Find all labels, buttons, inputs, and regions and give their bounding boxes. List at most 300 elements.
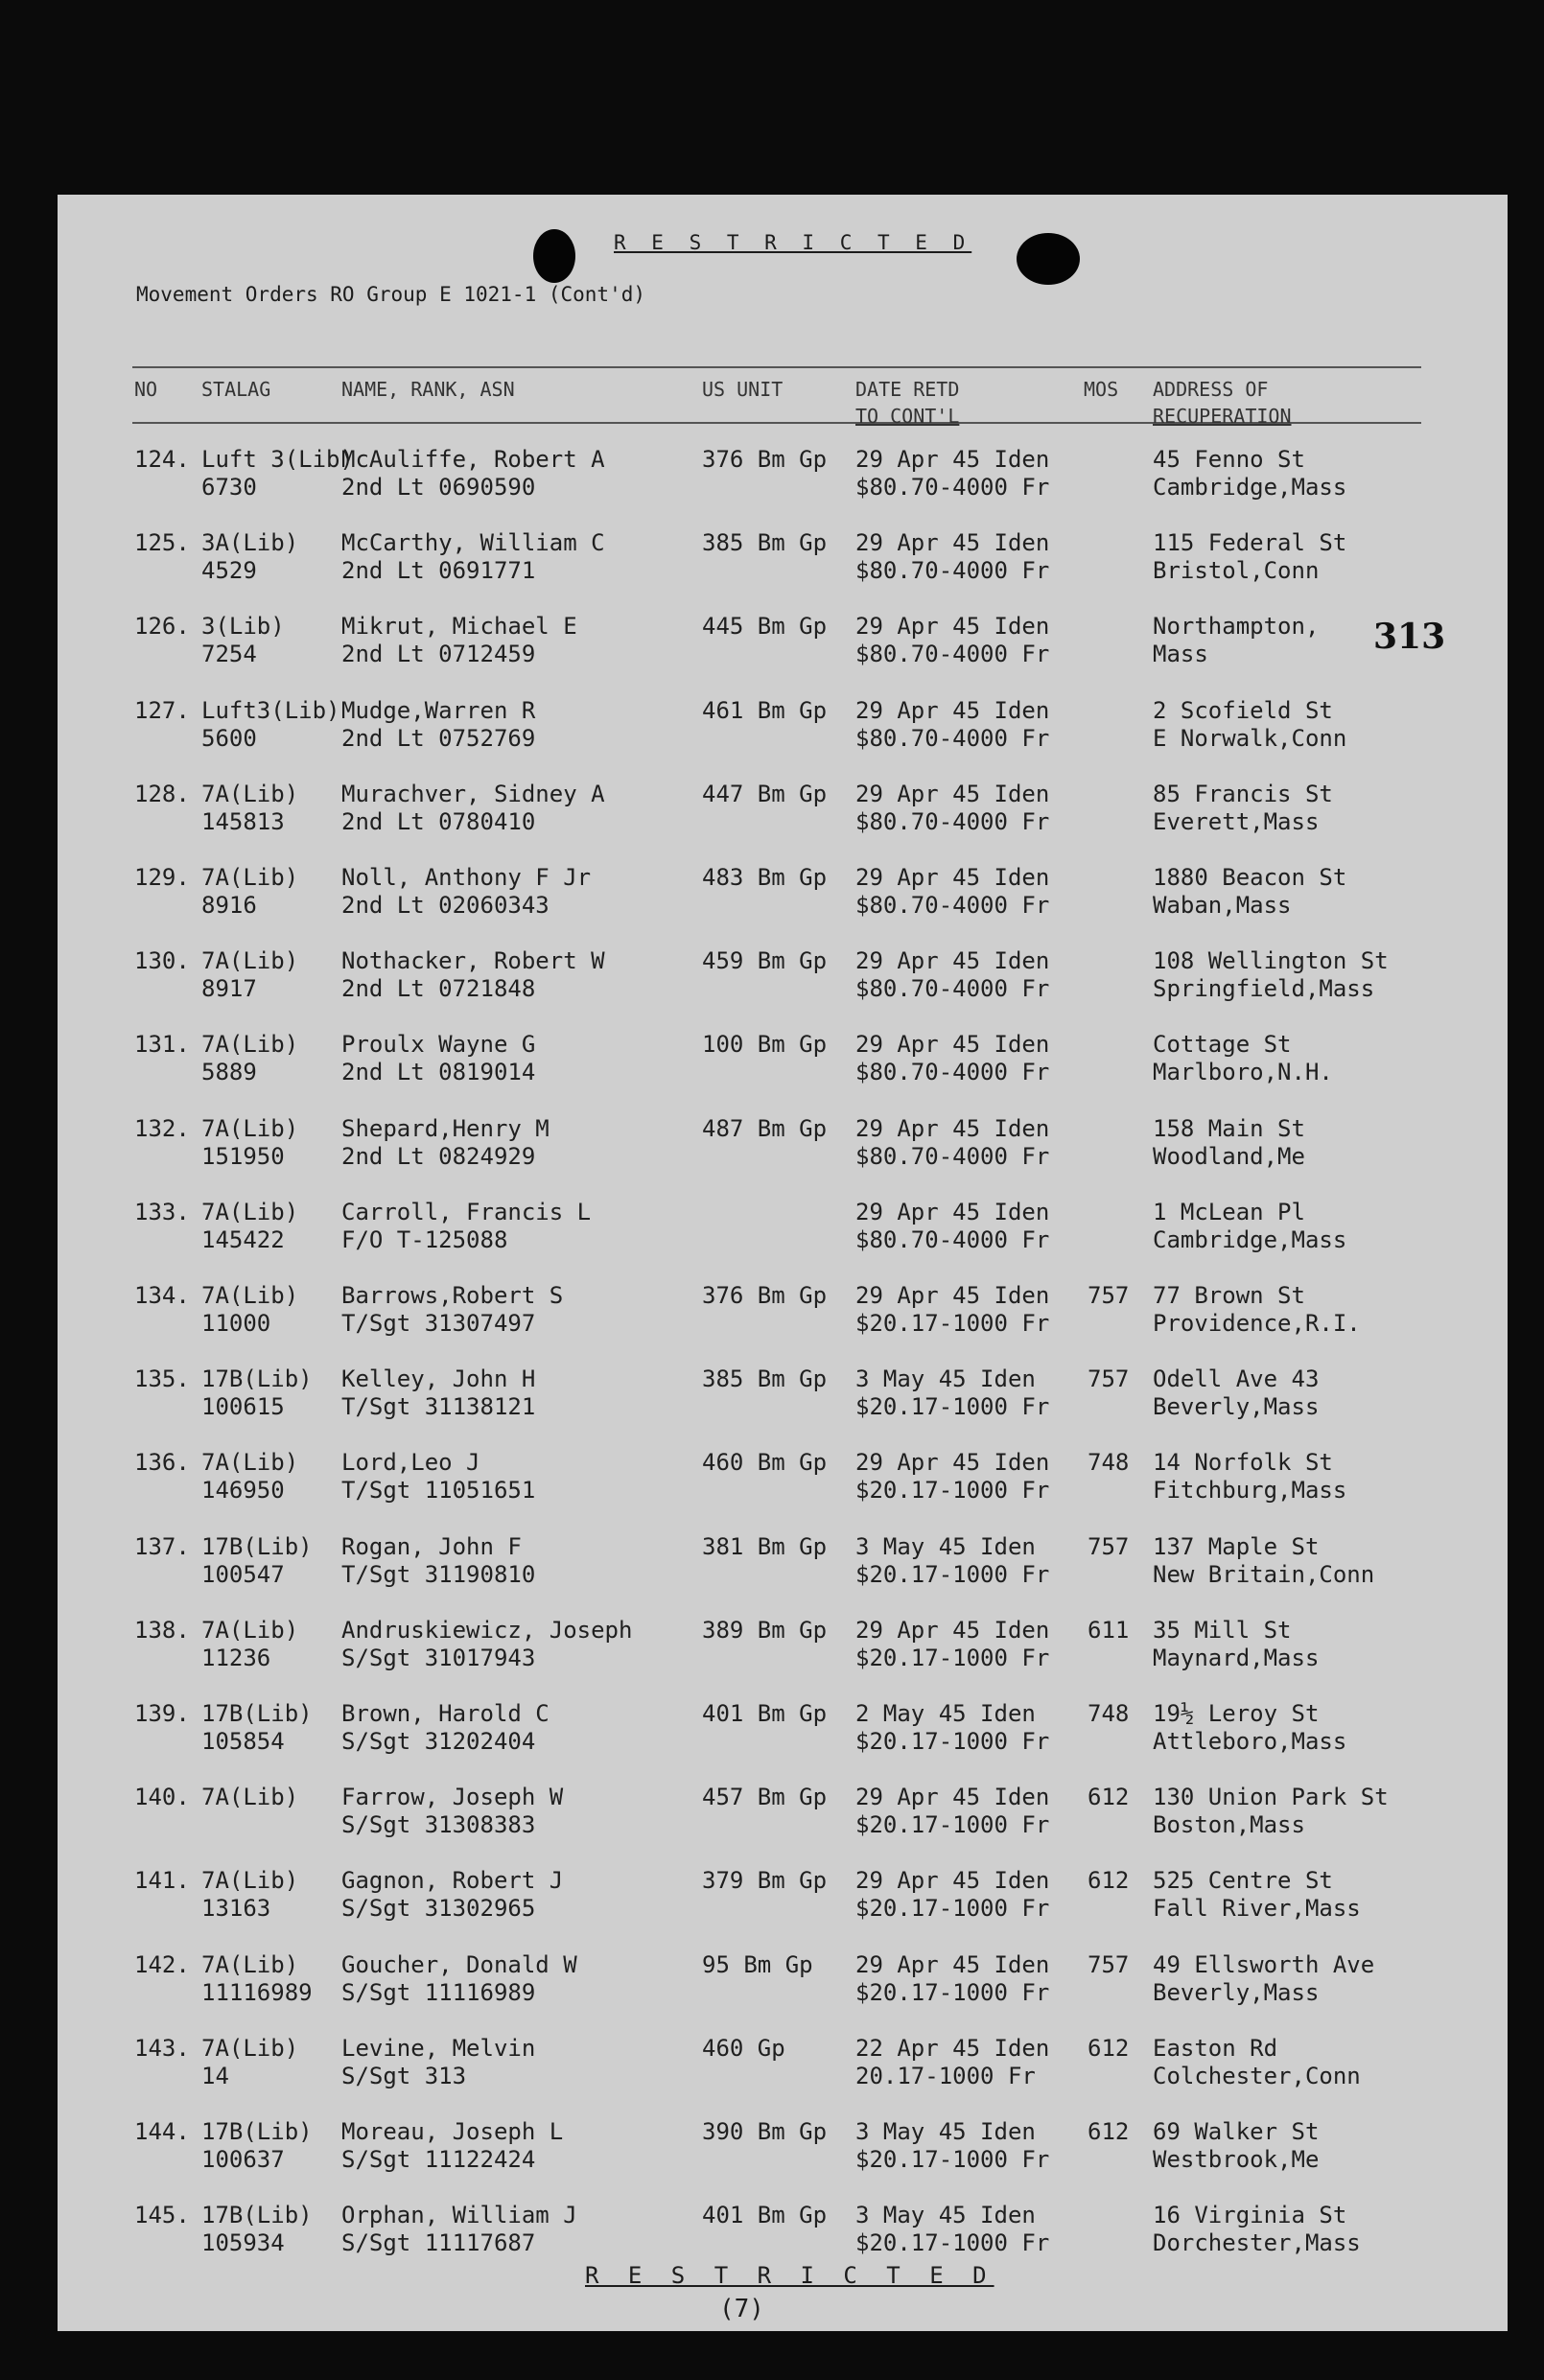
row-stalag [201,2202,313,2257]
col-name: NAME, RANK, ASN [341,378,515,401]
table-row [58,781,1508,863]
row-stalag [201,1533,313,1589]
row-date-line: 29 Apr 45 Iden [855,1031,1050,1059]
restricted-header: R E S T R I C T E D [614,231,972,254]
row-date-line: $80.70-4000 Fr [855,1142,1050,1170]
row-unit [702,1951,813,1979]
row-date [855,2035,1049,2090]
row-address-line: 69 Walker St [1153,2118,1320,2145]
table-row [58,1199,1508,1281]
row-unit [702,446,827,474]
row-number-line: 137. [134,1532,190,1560]
row-name-rank [341,1700,550,1756]
row-number [134,1199,190,1226]
row-stalag-line: Luft 3(Lib) [201,446,354,473]
row-address-line: Westbrook,Me [1153,2146,1320,2173]
row-address-line: Easton Rd [1153,2034,1278,2062]
row-mos [1088,1951,1129,1979]
row-name-rank-line: 2nd Lt 02060343 [341,892,550,919]
row-address [1153,1115,1305,1171]
row-stalag [201,613,285,668]
row-date-line: 29 Apr 45 Iden [855,529,1050,557]
row-name-rank-line: Lord,Leo J [341,1449,480,1477]
row-address-line: Beverly,Mass [1153,1978,1320,2006]
row-mos-line: 612 [1088,1867,1130,1895]
col-date-line2: TO CONT'L [855,405,960,428]
row-name-rank-line: Kelley, John H [341,1365,536,1393]
row-date [855,1365,1049,1421]
row-name-rank [341,529,605,585]
row-name-rank [341,1867,563,1923]
row-address-line: 2 Scofield St [1153,696,1333,724]
row-address [1153,947,1389,1003]
row-address-line: 77 Brown St [1153,1282,1305,1309]
row-date [855,1784,1049,1839]
row-number [134,1951,190,1979]
row-name-rank [341,1282,563,1338]
row-name-rank-line: S/Sgt 31017943 [341,1644,536,1671]
row-name-rank-line: S/Sgt 11122424 [341,2146,536,2173]
row-address [1153,781,1333,836]
row-stalag-line: 4529 [201,557,257,585]
row-name-rank-line: T/Sgt 31190810 [341,1560,536,1588]
row-date [855,446,1049,502]
row-name-rank-line: Gagnon, Robert J [341,1867,564,1895]
row-address-line: Cambridge,Mass [1153,1225,1347,1253]
row-number-line: 134. [134,1282,190,1309]
table-row [58,1784,1508,1866]
row-name-rank-line: 2nd Lt 0690590 [341,474,536,501]
row-name-rank [341,1617,632,1672]
row-address [1153,864,1346,920]
row-address [1153,1951,1374,2007]
row-unit [702,781,827,808]
row-address-line: 137 Maple St [1153,1532,1320,1560]
row-stalag-line: 7A(Lib) [201,1031,299,1059]
row-date-line: $20.17-1000 Fr [855,1811,1050,1839]
row-address-line: Cottage St [1153,1031,1292,1059]
row-date-line: $80.70-4000 Fr [855,892,1050,919]
table-row [58,864,1508,946]
row-address [1153,446,1346,502]
row-number-line: 145. [134,2202,190,2229]
row-name-rank-line: S/Sgt 31302965 [341,1895,536,1923]
row-date-line: $20.17-1000 Fr [855,1393,1050,1421]
row-date-line: 29 Apr 45 Iden [855,1616,1050,1644]
row-date-line: $80.70-4000 Fr [855,1059,1050,1086]
row-unit-line: 483 Bm Gp [702,864,828,891]
row-address-line: Odell Ave 43 [1153,1365,1320,1393]
page-number: (7) [719,2295,764,2323]
row-date-line: $80.70-4000 Fr [855,975,1050,1003]
row-stalag-line: 8917 [201,975,257,1003]
row-unit-line: 460 Bm Gp [702,1449,828,1477]
row-unit-line: 460 Gp [702,2034,785,2062]
row-date [855,2118,1049,2174]
table-row [58,2118,1508,2201]
row-name-rank-line: Andruskiewicz, Joseph [341,1616,633,1644]
row-date [855,947,1049,1003]
row-address-line: E Norwalk,Conn [1153,724,1347,752]
row-date [855,1533,1049,1589]
row-mos [1088,1700,1129,1728]
row-number [134,697,190,725]
row-unit [702,1282,827,1310]
row-stalag-line: 7254 [201,641,257,668]
row-stalag-line: 17B(Lib) [201,1700,313,1727]
row-name-rank-line: S/Sgt 31202404 [341,1728,536,1755]
row-mos [1088,1365,1129,1393]
row-stalag [201,1115,298,1171]
row-address-line: Beverly,Mass [1153,1393,1320,1421]
row-mos-line: 748 [1088,1700,1130,1727]
row-address-line: Boston,Mass [1153,1811,1305,1839]
row-date-line: $80.70-4000 Fr [855,474,1050,501]
document-page [58,195,1508,2331]
row-number-line: 128. [134,780,190,807]
col-date [855,376,959,430]
row-address-line: Springfield,Mass [1153,975,1375,1003]
table-row [58,1115,1508,1198]
row-name-rank [341,1533,535,1589]
row-date-line: $20.17-1000 Fr [855,1310,1050,1337]
row-number [134,1282,190,1310]
row-unit-line: 487 Bm Gp [702,1114,828,1142]
row-stalag-line: 105854 [201,1728,285,1755]
table-row [58,1282,1508,1365]
row-name-rank-line: McAuliffe, Robert A [341,446,605,473]
row-stalag-line: 5600 [201,724,257,752]
row-address-line: 1880 Beacon St [1153,864,1347,891]
row-name-rank [341,2118,563,2174]
row-address [1153,613,1319,668]
row-stalag [201,1784,298,1811]
row-date-line: $20.17-1000 Fr [855,2229,1050,2257]
table-row [58,2035,1508,2117]
row-name-rank-line: Mudge,Warren R [341,696,536,724]
row-unit-line: 379 Bm Gp [702,1867,828,1895]
row-name-rank-line: 2nd Lt 0819014 [341,1059,536,1086]
row-stalag-line: 100547 [201,1560,285,1588]
row-name-rank-line: Goucher, Donald W [341,1950,577,1978]
row-mos [1088,1867,1129,1895]
row-stalag-line: 3(Lib) [201,613,285,641]
row-address-line: Fitchburg,Mass [1153,1477,1347,1505]
row-name-rank [341,1449,535,1505]
row-date-line: $20.17-1000 Fr [855,1644,1050,1671]
row-date [855,2202,1049,2257]
row-name-rank-line: Shepard,Henry M [341,1114,550,1142]
row-address-line: Providence,R.I. [1153,1310,1361,1337]
row-address [1153,1784,1389,1839]
row-stalag-line: 7A(Lib) [201,1198,299,1225]
row-date-line: 29 Apr 45 Iden [855,1784,1050,1811]
row-date-line: 3 May 45 Iden [855,1365,1036,1393]
row-number-line: 143. [134,2034,190,2062]
row-date [855,1617,1049,1672]
row-stalag-line: 7A(Lib) [201,2034,299,2062]
row-address-line: 158 Main St [1153,1114,1305,1142]
row-address-line: Waban,Mass [1153,892,1292,919]
row-name-rank [341,1365,535,1421]
row-mos-line: 757 [1088,1532,1130,1560]
row-stalag-line: 7A(Lib) [201,780,299,807]
row-stalag [201,781,298,836]
row-address-line: 16 Virginia St [1153,2202,1347,2229]
row-address [1153,2035,1361,2090]
row-unit-line: 385 Bm Gp [702,1365,828,1393]
row-date-line: 29 Apr 45 Iden [855,780,1050,807]
row-unit-line: 385 Bm Gp [702,529,828,557]
row-stalag-line: 7A(Lib) [201,1616,299,1644]
row-name-rank-line: Brown, Harold C [341,1700,550,1727]
row-name-rank-line: S/Sgt 313 [341,2062,467,2089]
row-address-line: 35 Mill St [1153,1616,1292,1644]
row-unit [702,1533,827,1561]
row-unit-line: 100 Bm Gp [702,1031,828,1059]
row-name-rank [341,864,591,920]
table-row [58,1533,1508,1616]
row-date-line: $20.17-1000 Fr [855,1560,1050,1588]
row-address-line: 115 Federal St [1153,529,1347,557]
row-date [855,864,1049,920]
row-date-line: 3 May 45 Iden [855,2118,1036,2145]
row-name-rank-line: McCarthy, William C [341,529,605,557]
table-row [58,446,1508,528]
row-address [1153,1365,1319,1421]
row-date [855,781,1049,836]
row-name-rank-line: Moreau, Joseph L [341,2118,564,2145]
row-number-line: 142. [134,1950,190,1978]
row-stalag-line: 7A(Lib) [201,947,299,975]
row-stalag-line: 17B(Lib) [201,2118,313,2145]
row-date [855,1700,1049,1756]
row-address-line: Marlboro,N.H. [1153,1059,1333,1086]
row-date-line: $80.70-4000 Fr [855,557,1050,585]
row-address-line: Maynard,Mass [1153,1644,1320,1671]
row-stalag-line: 146950 [201,1477,285,1505]
row-address-line: Bristol,Conn [1153,557,1320,585]
row-name-rank [341,781,605,836]
row-stalag-line: 11116989 [201,1978,313,2006]
row-number [134,2118,190,2146]
side-page-number: 313 [1373,617,1446,657]
row-name-rank-line: 2nd Lt 0752769 [341,724,536,752]
row-mos-line: 611 [1088,1616,1130,1644]
row-unit [702,1617,827,1645]
row-address-line: Attleboro,Mass [1153,1728,1347,1755]
row-name-rank-line: Carroll, Francis L [341,1198,592,1225]
row-stalag [201,446,354,502]
row-unit [702,1365,827,1393]
row-date-line: 29 Apr 45 Iden [855,1449,1050,1477]
row-unit [702,613,827,641]
row-date-line: 29 Apr 45 Iden [855,696,1050,724]
row-stalag [201,1282,298,1338]
row-name-rank [341,1115,550,1171]
row-unit-line: 445 Bm Gp [702,613,828,641]
row-address-line: Northampton, [1153,613,1320,641]
row-date-line: $80.70-4000 Fr [855,807,1050,835]
row-unit [702,1449,827,1477]
row-address [1153,1449,1346,1505]
row-stalag [201,1199,298,1254]
row-number-line: 135. [134,1365,190,1393]
row-name-rank [341,1031,535,1086]
row-unit [702,2035,785,2063]
row-number [134,1784,190,1811]
row-number [134,1533,190,1561]
row-stalag-line: 11236 [201,1644,271,1671]
column-headers [132,366,1421,428]
row-number-line: 127. [134,696,190,724]
row-address-line: 14 Norfolk St [1153,1449,1333,1477]
row-date [855,1031,1049,1086]
row-address [1153,1199,1346,1254]
row-unit-line: 381 Bm Gp [702,1532,828,1560]
row-stalag [201,2118,313,2174]
row-number-line: 131. [134,1031,190,1059]
row-mos [1088,1282,1129,1310]
row-date-line: 3 May 45 Iden [855,2202,1036,2229]
row-unit [702,1700,827,1728]
row-number-line: 130. [134,947,190,975]
row-date [855,1199,1049,1254]
row-number [134,1867,190,1895]
punch-hole-right [1017,233,1080,285]
table-row [58,697,1508,780]
row-address [1153,2202,1361,2257]
row-number [134,613,190,641]
row-name-rank-line: S/Sgt 31308383 [341,1811,536,1839]
row-name-rank-line: Murachver, Sidney A [341,780,605,807]
row-name-rank [341,613,577,668]
row-unit-line: 376 Bm Gp [702,1282,828,1309]
row-name-rank-line: Mikrut, Michael E [341,613,577,641]
col-address [1153,376,1292,430]
row-date-line: 29 Apr 45 Iden [855,947,1050,975]
row-stalag [201,529,298,585]
row-name-rank-line: Barrows,Robert S [341,1282,564,1309]
row-name-rank-line: Rogan, John F [341,1532,522,1560]
row-stalag [201,1617,298,1672]
row-stalag-line: 145422 [201,1225,285,1253]
row-stalag-line: 3A(Lib) [201,529,299,557]
row-number-line: 144. [134,2118,190,2145]
row-stalag [201,1867,298,1923]
row-number [134,1031,190,1059]
row-date-line: $20.17-1000 Fr [855,1728,1050,1755]
row-address-line: Mass [1153,641,1208,668]
row-number [134,947,190,975]
row-address [1153,529,1346,585]
table-row [58,1617,1508,1699]
row-number [134,446,190,474]
row-unit-line: 461 Bm Gp [702,696,828,724]
row-stalag-line: 7A(Lib) [201,1867,299,1895]
row-address-line: Dorchester,Mass [1153,2229,1361,2257]
row-date-line: 29 Apr 45 Iden [855,1282,1050,1309]
row-number [134,1115,190,1143]
row-address-line: 85 Francis St [1153,780,1333,807]
row-number [134,1449,190,1477]
table-row [58,529,1508,612]
row-address [1153,2118,1319,2174]
row-mos [1088,1784,1129,1811]
row-stalag [201,1031,298,1086]
row-stalag-line: 13163 [201,1895,271,1923]
row-stalag-line: 7A(Lib) [201,1950,299,1978]
row-number [134,529,190,557]
row-stalag-line: 7A(Lib) [201,1449,299,1477]
row-address-line: Everett,Mass [1153,807,1320,835]
row-stalag-line: Luft3(Lib) [201,696,340,724]
row-date-line: 2 May 45 Iden [855,1700,1036,1727]
row-unit-line: 401 Bm Gp [702,2202,828,2229]
row-name-rank [341,1199,591,1254]
row-stalag-line: 7A(Lib) [201,1282,299,1309]
row-name-rank-line: 2nd Lt 0824929 [341,1142,536,1170]
row-name-rank-line: S/Sgt 11116989 [341,1978,536,2006]
row-name-rank-line: S/Sgt 11117687 [341,2229,536,2257]
row-date [855,1951,1049,2007]
row-stalag-line: 151950 [201,1142,285,1170]
row-unit [702,1115,827,1143]
col-date-line1: DATE RETD [855,378,960,401]
row-date-line: 3 May 45 Iden [855,1532,1036,1560]
row-name-rank [341,947,605,1003]
row-number [134,1365,190,1393]
row-number-line: 129. [134,864,190,891]
row-name-rank-line: 2nd Lt 0691771 [341,557,536,585]
row-name-rank-line: Farrow, Joseph W [341,1784,564,1811]
row-stalag-line: 7A(Lib) [201,864,299,891]
row-number-line: 126. [134,613,190,641]
row-address-line: 19½ Leroy St [1153,1700,1320,1727]
row-name-rank-line: T/Sgt 31307497 [341,1310,536,1337]
row-unit [702,1867,827,1895]
row-unit [702,1784,827,1811]
row-date [855,697,1049,753]
row-number-line: 136. [134,1449,190,1477]
row-stalag [201,1951,313,2007]
row-stalag-line: 8916 [201,892,257,919]
row-date-line: $80.70-4000 Fr [855,1225,1050,1253]
restricted-footer: R E S T R I C T E D [585,2262,994,2289]
row-mos-line: 748 [1088,1449,1130,1477]
row-unit [702,947,827,975]
row-stalag-line: 105934 [201,2229,285,2257]
row-name-rank-line: Orphan, William J [341,2202,577,2229]
row-address-line: Fall River,Mass [1153,1895,1361,1923]
table-row [58,1700,1508,1783]
row-number-line: 138. [134,1616,190,1644]
row-name-rank [341,697,535,753]
row-number-line: 132. [134,1114,190,1142]
row-address-line: Woodland,Me [1153,1142,1305,1170]
row-address [1153,1533,1374,1589]
table-row [58,1449,1508,1531]
row-name-rank-line: 2nd Lt 0780410 [341,807,536,835]
row-name-rank-line: T/Sgt 11051651 [341,1477,536,1505]
row-address-line: 1 McLean Pl [1153,1198,1305,1225]
row-name-rank [341,446,605,502]
row-address-line: 108 Wellington St [1153,947,1389,975]
row-number-line: 141. [134,1867,190,1895]
row-unit [702,864,827,892]
row-date [855,529,1049,585]
row-address [1153,1031,1333,1086]
